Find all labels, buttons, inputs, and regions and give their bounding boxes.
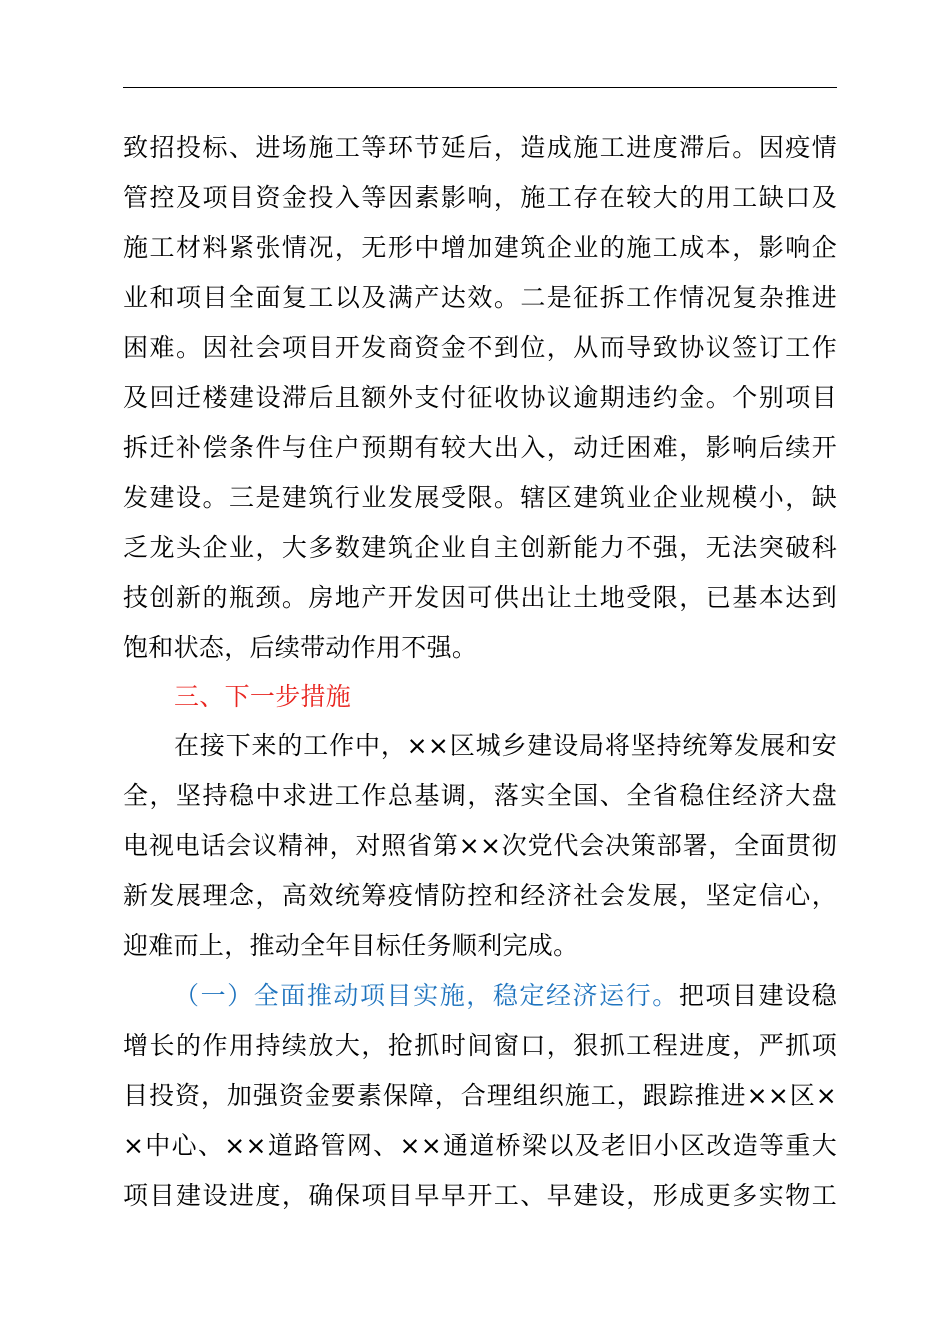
para3-line-1-rest: 把项目建设稳: [678, 981, 837, 1010]
body-line-1: 致招投标、进场施工等环节延后，造成施工进度滞后。因疫情: [123, 133, 837, 162]
body-line-8: 发建设。三是建筑行业发展受限。辖区建筑业企业规模小，缺: [123, 483, 837, 512]
para3-line-3: 目投资，加强资金要素保障，合理组织施工，跟踪推进××区×: [123, 1081, 837, 1110]
body-line-2: 管控及项目资金投入等因素影响，施工存在较大的用工缺口及: [123, 183, 837, 212]
para2-line-1: 在接下来的工作中，××区城乡建设局将坚持统筹发展和安: [174, 731, 837, 760]
para2-line-4: 新发展理念，高效统筹疫情防控和经济社会发展，坚定信心，: [123, 881, 837, 910]
body-line-9: 乏龙头企业，大多数建筑企业自主创新能力不强，无法突破科: [123, 533, 837, 562]
para3-line-2: 增长的作用持续放大，抢抓时间窗口，狠抓工程进度，严抓项: [123, 1031, 837, 1060]
section-heading: 三、下一步措施: [174, 682, 352, 711]
body-line-7: 拆迁补偿条件与住户预期有较大出入，动迁困难，影响后续开: [123, 433, 837, 462]
para3-line-1: [174, 979, 837, 1013]
body-line-11: 饱和状态，后续带动作用不强。: [123, 633, 478, 662]
body-line-5: 困难。因社会项目开发商资金不到位，从而导致协议签订工作: [123, 333, 837, 362]
header-rule: [123, 87, 837, 88]
para2-line-2: 全，坚持稳中求进工作总基调，落实全国、全省稳住经济大盘: [123, 781, 837, 810]
para3-line-5: 项目建设进度，确保项目早早开工、早建设，形成更多实物工: [123, 1181, 837, 1210]
body-line-6: 及回迁楼建设滞后且额外支付征收协议逾期违约金。个别项目: [123, 383, 837, 412]
para2-line-3: 电视电话会议精神，对照省第××次党代会决策部署，全面贯彻: [123, 831, 837, 860]
para3-line-4: ×中心、××道路管网、××通道桥梁以及老旧小区改造等重大: [123, 1131, 837, 1160]
body-line-4: 业和项目全面复工以及满产达效。二是征拆工作情况复杂推进: [123, 283, 837, 312]
body-line-3: 施工材料紧张情况，无形中增加建筑企业的施工成本，影响企: [123, 233, 837, 262]
body-line-10: 技创新的瓶颈。房地产开发因可供出让土地受限，已基本达到: [123, 583, 837, 612]
para2-line-5: 迎难而上，推动全年目标任务顺利完成。: [123, 931, 579, 960]
subsection-heading: （一）全面推动项目实施，稳定经济运行。: [174, 981, 679, 1010]
